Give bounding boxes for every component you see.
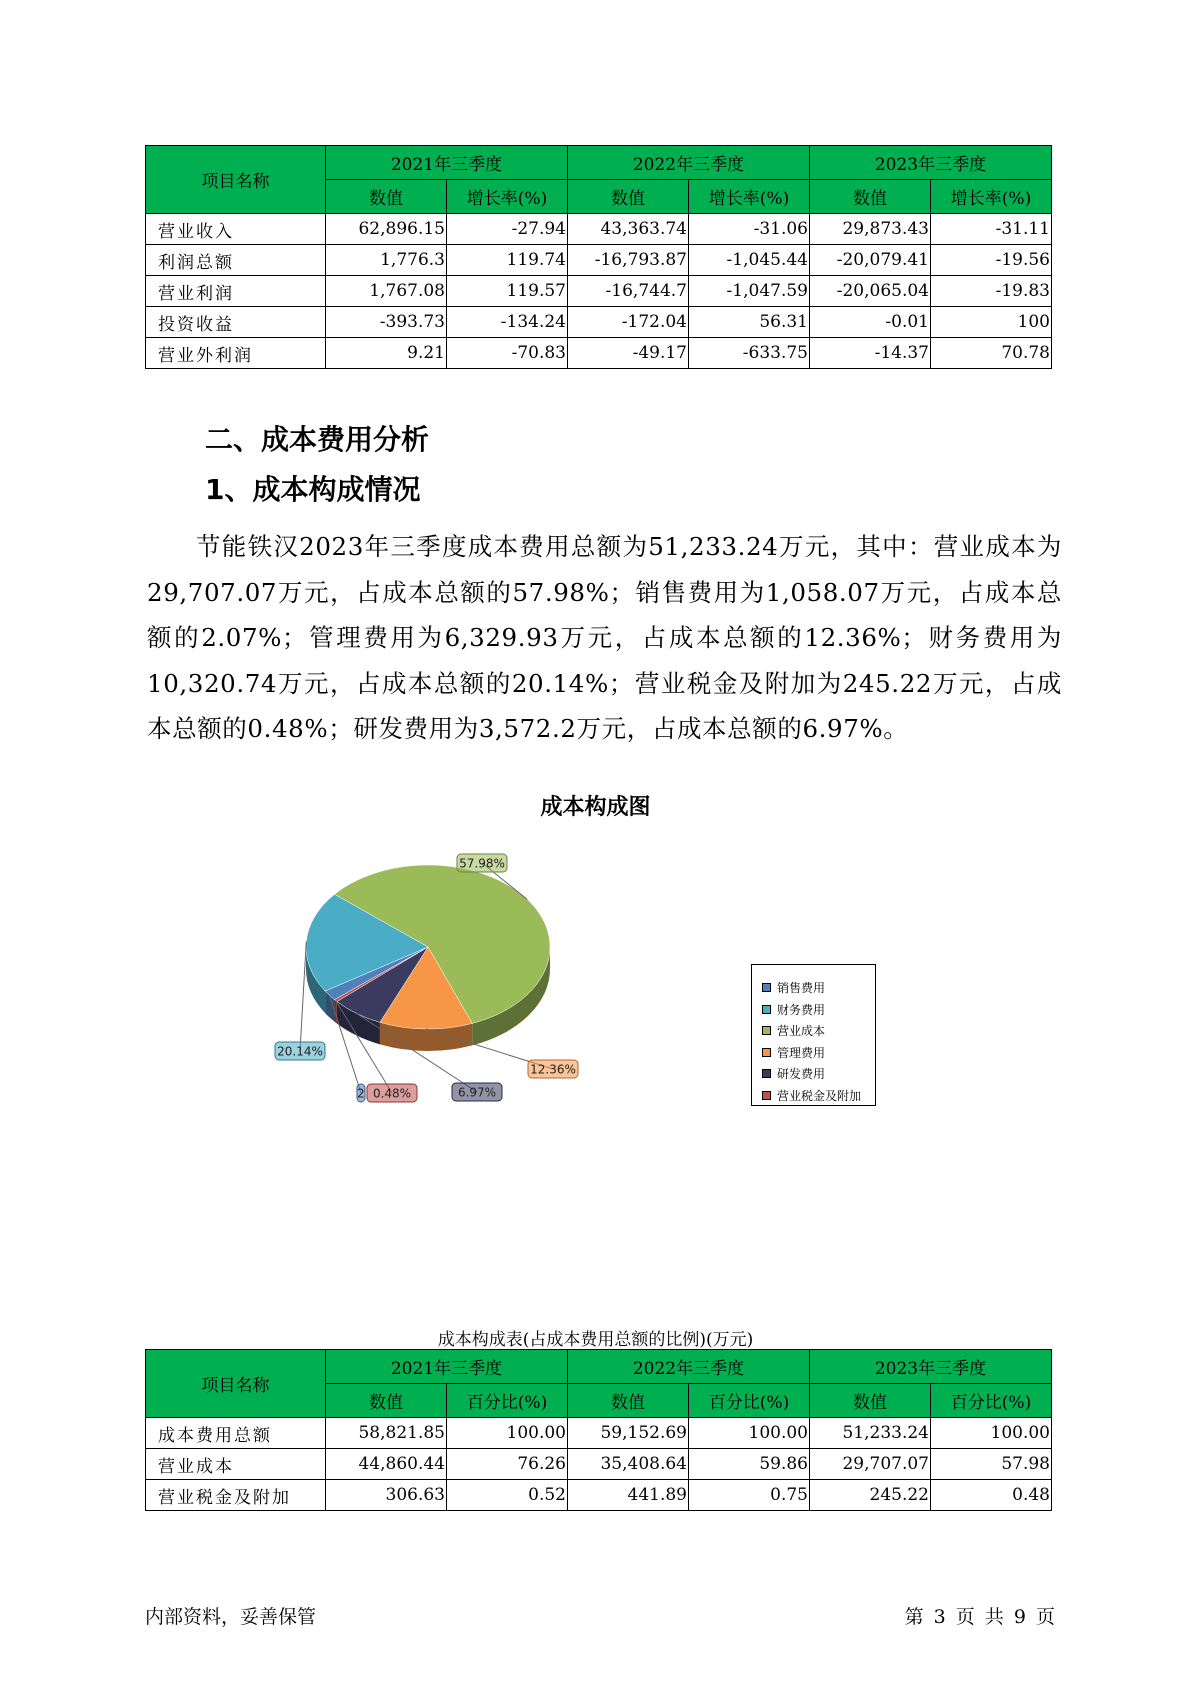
chart-title: 成本构成图 xyxy=(540,795,651,820)
cell-value: 1,776.3 xyxy=(326,245,447,276)
row-label: 营业税金及附加 xyxy=(146,1480,326,1511)
legend-swatch xyxy=(762,1026,771,1035)
cell-value: 58,821.85 xyxy=(326,1418,447,1449)
header-value: 数值 xyxy=(568,180,689,214)
cell-value: 119.74 xyxy=(447,245,568,276)
cell-value: 100.00 xyxy=(931,1418,1052,1449)
header-value: 数值 xyxy=(810,180,931,214)
header-percent: 百分比(%) xyxy=(447,1384,568,1418)
legend-label: 财务费用 xyxy=(777,1002,826,1017)
cost-summary-paragraph: 节能铁汉2023年三季度成本费用总额为51,233.24万元，其中：营业成本为29,707.07万元，占成本总额的57.98%；销售费用为1,058.07万元，占成本总额的2.07%；管理费用为6,329.93万元，占成本总额的12.36%；财务费用为10,320.74万元，占成本总额的20.14%；营业税金及附加为245.22万元，占成本总额的0.48%；研发费用为3,572.2万元，占成本总额的6.97%。 xyxy=(147,532,1062,743)
table-row xyxy=(146,1418,1052,1449)
header-year-2021: 2021年三季度 xyxy=(326,1350,568,1384)
row-label: 利润总额 xyxy=(146,245,326,276)
cell-value: -0.01 xyxy=(810,307,931,338)
cell-value: -172.04 xyxy=(568,307,689,338)
cell-value: 119.57 xyxy=(447,276,568,307)
cell-value: -19.83 xyxy=(931,276,1052,307)
cell-value: 0.52 xyxy=(447,1480,568,1511)
cell-value: 0.48 xyxy=(931,1480,1052,1511)
header-growth: 增长率(%) xyxy=(931,180,1052,214)
legend-label: 研发费用 xyxy=(777,1067,826,1082)
cell-value: 43,363.74 xyxy=(568,214,689,245)
cost-structure-table xyxy=(145,1349,1052,1511)
cell-value: 35,408.64 xyxy=(568,1449,689,1480)
legend-item xyxy=(752,1063,875,1085)
legend-swatch xyxy=(762,1091,771,1100)
legend-item xyxy=(752,1020,875,1042)
row-label: 营业利润 xyxy=(146,276,326,307)
cell-value: -19.56 xyxy=(931,245,1052,276)
cell-value: -1,045.44 xyxy=(689,245,810,276)
cell-value: -70.83 xyxy=(447,338,568,369)
cell-value: 100.00 xyxy=(447,1418,568,1449)
legend-label: 管理费用 xyxy=(777,1045,826,1060)
subsection-heading: 1、成本构成情况 xyxy=(205,473,421,506)
header-growth: 增长率(%) xyxy=(447,180,568,214)
cell-value: 29,873.43 xyxy=(810,214,931,245)
cell-value: 100.00 xyxy=(689,1418,810,1449)
cell-value: 441.89 xyxy=(568,1480,689,1511)
header-growth: 增长率(%) xyxy=(689,180,810,214)
legend-label: 营业税金及附加 xyxy=(777,1088,862,1103)
header-year-2022: 2022年三季度 xyxy=(568,146,810,180)
table-caption: 成本构成表(占成本费用总额的比例)(万元) xyxy=(437,1330,754,1350)
header-year-2023: 2023年三季度 xyxy=(810,146,1052,180)
cell-value: -31.11 xyxy=(931,214,1052,245)
header-value: 数值 xyxy=(326,180,447,214)
legend-swatch xyxy=(762,1069,771,1078)
header-year-2022: 2022年三季度 xyxy=(568,1350,810,1384)
cell-value: 51,233.24 xyxy=(810,1418,931,1449)
footer-confidential: 内部资料，妥善保管 xyxy=(145,1606,317,1628)
legend-swatch xyxy=(762,1005,771,1014)
cell-value: 62,896.15 xyxy=(326,214,447,245)
cell-value: -16,744.7 xyxy=(568,276,689,307)
header-year-2021: 2021年三季度 xyxy=(326,146,568,180)
cell-value: 245.22 xyxy=(810,1480,931,1511)
legend-label: 营业成本 xyxy=(777,1024,826,1039)
cell-value: 59.86 xyxy=(689,1449,810,1480)
cell-value: -49.17 xyxy=(568,338,689,369)
cell-value: -134.24 xyxy=(447,307,568,338)
header-value: 数值 xyxy=(326,1384,447,1418)
row-label: 营业成本 xyxy=(146,1449,326,1480)
cell-value: -633.75 xyxy=(689,338,810,369)
legend-swatch xyxy=(762,983,771,992)
header-percent: 百分比(%) xyxy=(689,1384,810,1418)
legend-item xyxy=(752,977,875,999)
header-value: 数值 xyxy=(568,1384,689,1418)
cell-value: -31.06 xyxy=(689,214,810,245)
pie-label-text: 2 xyxy=(357,1086,365,1101)
pie-label-text: 57.98% xyxy=(459,856,505,871)
cell-value: -14.37 xyxy=(810,338,931,369)
cell-value: 1,767.08 xyxy=(326,276,447,307)
cell-value: 29,707.07 xyxy=(810,1449,931,1480)
cell-value: 100 xyxy=(931,307,1052,338)
cell-value: 306.63 xyxy=(326,1480,447,1511)
pie-label-text: 6.97% xyxy=(457,1085,497,1100)
header-value: 数值 xyxy=(810,1384,931,1418)
header-item-name: 项目名称 xyxy=(146,1350,326,1418)
section-heading: 二、成本费用分析 xyxy=(205,423,430,456)
row-label: 投资收益 xyxy=(146,307,326,338)
cell-value: 9.21 xyxy=(326,338,447,369)
chart-legend xyxy=(751,964,876,1106)
row-label: 营业外利润 xyxy=(146,338,326,369)
header-item-name: 项目名称 xyxy=(146,146,326,214)
header-year-2023: 2023年三季度 xyxy=(810,1350,1052,1384)
cell-value: 70.78 xyxy=(931,338,1052,369)
cell-value: 56.31 xyxy=(689,307,810,338)
footer-page-number: 第 3 页 共 9 页 xyxy=(904,1606,1055,1628)
cell-value: -27.94 xyxy=(447,214,568,245)
pie-label-text: 0.48% xyxy=(372,1086,412,1101)
pie-label-text: 20.14% xyxy=(277,1044,323,1059)
legend-label: 销售费用 xyxy=(777,981,826,996)
row-label: 营业收入 xyxy=(146,214,326,245)
legend-item xyxy=(752,1042,875,1064)
cell-value: -20,079.41 xyxy=(810,245,931,276)
cell-value: -393.73 xyxy=(326,307,447,338)
cell-value: -16,793.87 xyxy=(568,245,689,276)
cell-value: 57.98 xyxy=(931,1449,1052,1480)
cell-value: 0.75 xyxy=(689,1480,810,1511)
table-row xyxy=(146,1449,1052,1480)
table-row xyxy=(146,1480,1052,1511)
cell-value: 59,152.69 xyxy=(568,1418,689,1449)
legend-swatch xyxy=(762,1048,771,1057)
pie-label-text: 12.36% xyxy=(530,1062,576,1077)
cell-value: 44,860.44 xyxy=(326,1449,447,1480)
cell-value: -20,065.04 xyxy=(810,276,931,307)
header-percent: 百分比(%) xyxy=(931,1384,1052,1418)
pie-data-label xyxy=(426,1029,578,1078)
row-label: 成本费用总额 xyxy=(146,1418,326,1449)
legend-item xyxy=(752,1085,875,1107)
cell-value: 76.26 xyxy=(447,1449,568,1480)
legend-item xyxy=(752,999,875,1021)
cell-value: -1,047.59 xyxy=(689,276,810,307)
